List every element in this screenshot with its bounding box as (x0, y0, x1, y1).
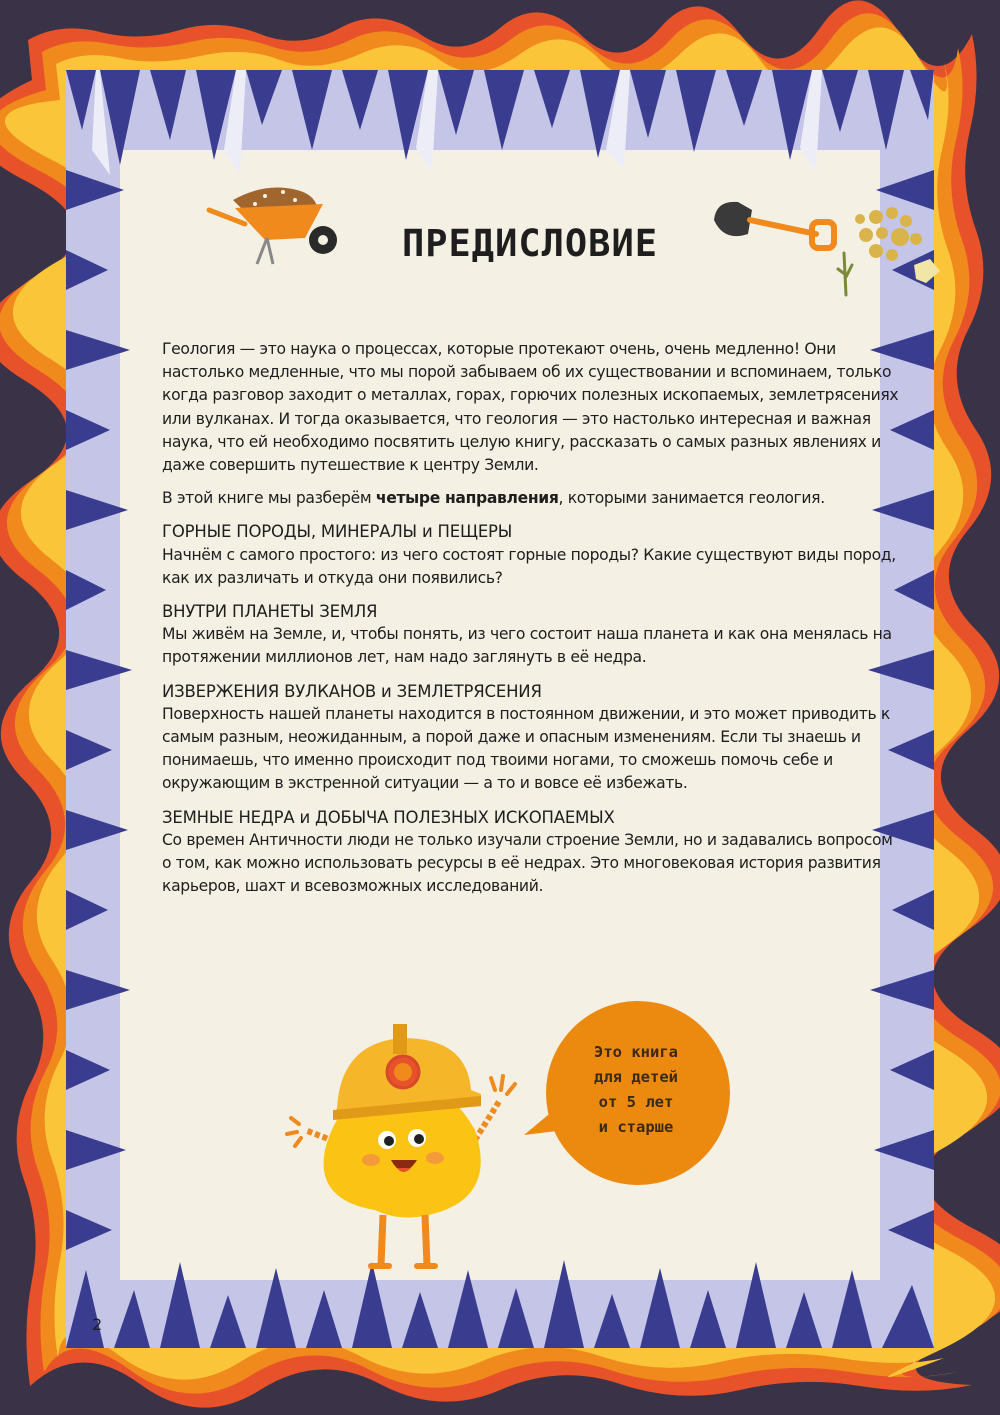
page-title: ПРЕДИСЛОВИЕ (401, 222, 659, 265)
wheelbarrow-icon (205, 180, 340, 270)
bubble-line-3: от 5 лет (598, 1093, 674, 1111)
directions-bold: четыре направления (375, 489, 559, 508)
section-text-mining: Со времен Античности люди не только изучали строение Земли, но и задавались вопросом о том, как можно использовать ресурсы в её недрах. Это многовековая история развития карьеров, шахт и всевозможных исследований. (162, 830, 893, 896)
section-text-planet: Мы живём на Земле, и, чтобы понять, из чего состоит наша планета и как она менялась на протяжении миллионов лет, нам надо заглянуть в её недра. (162, 625, 892, 667)
bubble-line-1: Это книга (594, 1043, 678, 1061)
bubble-line-2: для детей (594, 1068, 678, 1086)
bubble-line-4: и старше (598, 1118, 674, 1136)
intro-paragraph: Геология — это наука о процессах, которые протекают очень, очень медленно! Они настолько медленные, что мы порой забываем об их существовании и вспоминаем, только когда разговор заходит о металлах, горах, горючих полезных ископаемых, землетрясениях или вулканах. И тогда оказывается, что геология — это настолько интересная и важная наука, что ей необходимо посвятить целую книгу, рассказать о самых разных явлениях и даже совершить путешествие к центру Земли. (162, 340, 899, 475)
page-number: 2 (92, 1315, 103, 1334)
stones-icon (830, 205, 945, 300)
section-heading-planet: ВНУТРИ ПЛАНЕТЫ ЗЕМЛЯ (162, 602, 378, 622)
miner-character-icon (285, 1020, 525, 1280)
speech-bubble-text (574, 1040, 698, 1140)
section-text-volcanoes: Поверхность нашей планеты находится в постоянном движении, и это может приводить к самым разным, неожиданным, а порой даже и опасным изменениям. Если ты знаешь и понимаешь, что именно происходит под твоими ногами, то сможешь помочь себе и окружающим в экстренной ситуации — а то и вовсе её избежать. (162, 704, 890, 793)
section-heading-volcanoes: ИЗВЕРЖЕНИЯ ВУЛКАНОВ и ЗЕМЛЕТРЯСЕНИЯ (162, 681, 542, 701)
content-area (162, 338, 902, 898)
shovel-icon (712, 196, 842, 256)
directions-before: В этой книге мы разберём (162, 489, 376, 508)
section-heading-mining: ЗЕМНЫЕ НЕДРА и ДОБЫЧА ПОЛЕЗНЫХ ИСКОПАЕМЫХ (162, 807, 615, 827)
section-text-rocks: Начнём с самого простого: из чего состоят горные породы? Какие существуют виды пород, как их различать и откуда они появились? (162, 545, 896, 587)
directions-after: , которыми занимается геология. (558, 489, 825, 508)
directions-paragraph (162, 487, 902, 510)
section-heading-rocks: ГОРНЫЕ ПОРОДЫ, МИНЕРАЛЫ и ПЕЩЕРЫ (162, 522, 513, 542)
